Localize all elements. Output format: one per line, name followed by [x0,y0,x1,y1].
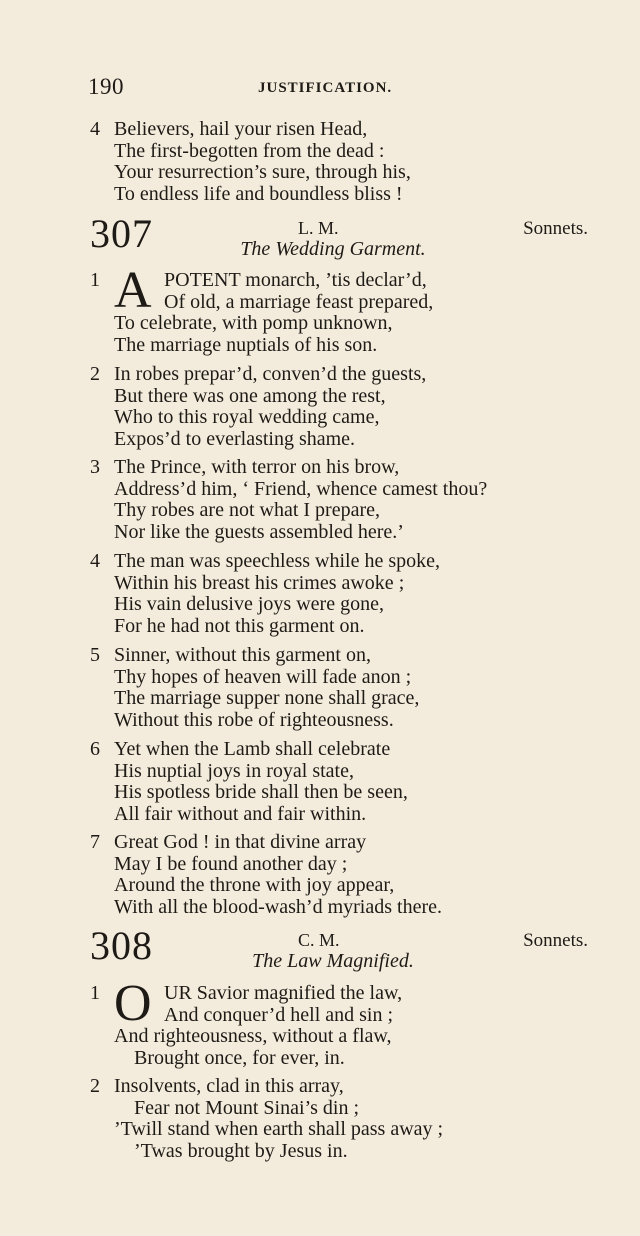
verse-line: Who to this royal wedding came, [114,406,380,429]
stanza [88,364,608,450]
verse-line: To endless life and boundless bliss ! [114,182,403,205]
verse-line: His nuptial joys in royal state, [114,759,354,782]
page-number: 190 [88,74,124,99]
hymn-title: The Law Magnified. [252,950,414,972]
stanza-with-dropcap [88,975,608,1069]
verse-line: Nor like the guests assembled here.’ [114,520,404,543]
stanza-number: 1 [90,269,100,291]
verse-line: For he had not this garment on. [114,614,365,637]
verse-line: Believers, hail your risen Head, [114,118,368,140]
verse-line: Expos’d to everlasting shame. [114,427,356,450]
stanza-number: 7 [90,831,100,853]
verse-line: ’Twas brought by Jesus in. [134,1139,348,1162]
verse-line: The man was speechless while he spoke, [114,550,441,572]
stanza-with-dropcap [88,262,608,356]
verse-line: And conquer’d hell and sin ; [164,1003,394,1026]
verse-line: Within his breast his crimes awoke ; [114,571,405,594]
verse-line: May I be found another day ; [114,852,348,875]
stanza [88,739,608,825]
verse-line: The Prince, with terror on his brow, [114,456,400,478]
verse-line: Sinner, without this garment on, [114,644,371,666]
stanza-number: 5 [90,644,100,666]
stanza [88,832,608,918]
stanza [88,645,608,731]
prev-hymn-stanza [88,119,608,205]
stanza [88,457,608,543]
verse-line: ’Twill stand when earth shall pass away ; [114,1118,444,1141]
verse-line: Fear not Mount Sinai’s din ; [134,1096,359,1119]
hymn-title: The Wedding Garment. [240,238,426,260]
verse-line: Without this robe of righteousness. [114,708,394,731]
hymn-number: 307 [90,211,153,256]
verse-line: Of old, a marriage feast prepared, [164,290,434,313]
stanza [88,551,608,637]
stanza-number: 3 [90,456,100,478]
verse-line: Around the throne with joy appear, [114,874,395,897]
running-head: JUSTIFICATION. [258,80,393,96]
hymn-heading [88,211,588,264]
verse-line: POTENT monarch, ’tis declar’d, [164,269,427,291]
verse-line: Insolvents, clad in this array, [114,1075,344,1097]
verse-line: His spotless bride shall then be seen, [114,781,408,804]
verse-line: The marriage nuptials of his son. [114,333,378,356]
stanza-number: 4 [90,550,100,572]
verse-line: The marriage supper none shall grace, [114,687,420,710]
drop-cap: A [114,262,152,319]
verse-line: With all the blood-wash’d myriads there. [114,895,442,918]
verse-line: Address’d him, ‘ Friend, whence camest thou? [114,477,488,500]
verse-line: But there was one among the rest, [114,384,386,407]
stanza-number: 4 [90,118,100,140]
verse-line: The first-begotten from the dead : [114,139,385,162]
verse-line: Thy hopes of heaven will fade anon ; [114,665,412,688]
verse-line: Thy robes are not what I prepare, [114,499,380,522]
hymn-number: 308 [90,923,153,968]
hymn-meter: C. M. [298,930,340,950]
drop-cap: O [114,975,152,1032]
verse-line: UR Savior magnified the law, [164,982,403,1004]
verse-line: Your resurrection’s sure, through his, [114,161,411,184]
verse-line: And righteousness, without a flaw, [114,1025,392,1048]
stanza [88,1076,608,1162]
verse-line: Great God ! in that divine array [114,831,367,853]
stanza-number: 1 [90,982,100,1004]
page-header [88,74,588,104]
stanza-number: 6 [90,738,100,760]
verse-line: Brought once, for ever, in. [134,1046,345,1069]
stanza-number: 2 [90,1075,100,1097]
verse-line: All fair without and fair within. [114,802,367,825]
verse-line: To celebrate, with pomp unknown, [114,312,393,335]
hymn-source: Sonnets. [523,930,588,951]
stanza-number: 2 [90,363,100,385]
hymn-source: Sonnets. [523,218,588,239]
verse-line: His vain delusive joys were gone, [114,593,384,616]
verse-line: Yet when the Lamb shall celebrate [114,738,391,760]
verse-line: In robes prepar’d, conven’d the guests, [114,363,427,385]
hymn-meter: L. M. [298,218,339,238]
hymn-heading [88,923,588,976]
